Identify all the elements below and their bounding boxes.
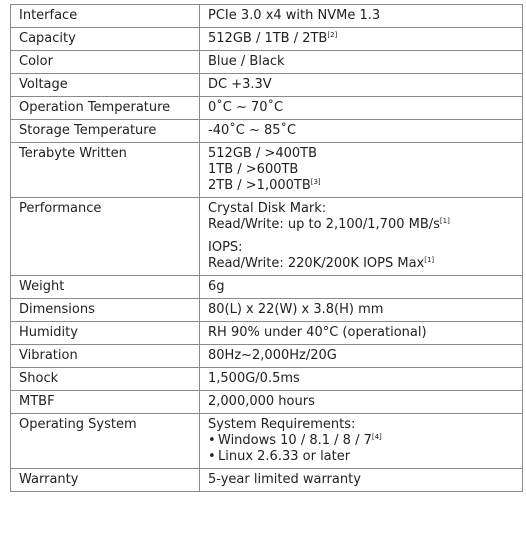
spec-value-text: 0˚C ~ 70˚C [208,100,284,115]
bullet-icon: • [208,433,216,448]
spec-value [200,51,523,74]
spec-label: Operation Temperature [11,97,200,120]
footnote-reference: [3] [310,178,321,186]
spec-value-line [208,31,514,47]
spec-value-text: 80Hz~2,000Hz/20G [208,348,337,363]
spec-label: Weight [11,276,200,299]
spec-value [200,198,523,276]
spec-value-text: 512GB / >400TB [208,146,318,161]
spec-value [200,5,523,28]
spec-label: Dimensions [11,299,200,322]
spec-value [200,74,523,97]
spec-value-line [208,123,514,139]
spec-value-text: 1,500G/0.5ms [208,371,300,386]
spec-value-line [208,433,514,449]
spec-value [200,97,523,120]
spec-row [11,469,523,492]
spec-row [11,391,523,414]
spec-value-spacer [208,233,514,240]
spec-value [200,469,523,492]
footnote-reference: [2] [327,31,338,39]
spec-value-line [208,302,514,318]
spec-row [11,120,523,143]
spec-value [200,414,523,469]
spec-row [11,414,523,469]
spec-value-line [208,77,514,93]
spec-label: Vibration [11,345,200,368]
spec-row [11,51,523,74]
spec-row [11,143,523,198]
specifications-table [10,4,523,492]
spec-row [11,74,523,97]
spec-value [200,345,523,368]
spec-value-text: PCIe 3.0 x4 with NVMe 1.3 [208,8,381,23]
spec-value-text: Windows 10 / 8.1 / 8 / 7 [218,433,372,448]
spec-value [200,28,523,51]
spec-value-line [208,8,514,24]
spec-value-text: Read/Write: up to 2,100/1,700 MB/s [208,217,440,232]
footnote-reference: [1] [439,217,450,225]
spec-value-text: RH 90% under 40°C (operational) [208,325,427,340]
spec-value-text: 5-year limited warranty [208,472,361,487]
spec-value-line [208,178,514,194]
spec-value-text: Linux 2.6.33 or later [218,449,351,464]
spec-value-text: 80(L) x 22(W) x 3.8(H) mm [208,302,384,317]
spec-value [200,276,523,299]
spec-value-line [208,54,514,70]
spec-label: Shock [11,368,200,391]
spec-value [200,322,523,345]
spec-value [200,143,523,198]
spec-row [11,5,523,28]
spec-value [200,391,523,414]
footnote-reference: [4] [371,433,382,441]
spec-value-line [208,146,514,162]
spec-label: Warranty [11,469,200,492]
spec-label: Operating System [11,414,200,469]
spec-value-text: 512GB / 1TB / 2TB [208,31,328,46]
spec-value [200,299,523,322]
spec-label: Interface [11,5,200,28]
spec-label: Capacity [11,28,200,51]
spec-label: Storage Temperature [11,120,200,143]
spec-value-line [208,162,514,178]
spec-value [200,120,523,143]
spec-value-line [208,217,514,233]
specifications-table-body [11,5,523,492]
spec-value-line [208,348,514,364]
spec-value-line [208,325,514,341]
spec-row [11,28,523,51]
spec-value-line [208,417,514,433]
spec-value-line [208,449,514,465]
footnote-reference: [1] [424,256,435,264]
spec-row [11,198,523,276]
spec-value-text: -40˚C ~ 85˚C [208,123,297,138]
spec-value-text: DC +3.3V [208,77,272,92]
spec-value-text: Read/Write: 220K/200K IOPS Max [208,256,425,271]
spec-value-text: 1TB / >600TB [208,162,299,177]
spec-value-line [208,256,514,272]
spec-value-line [208,279,514,295]
spec-label: Color [11,51,200,74]
spec-value-line [208,201,514,217]
spec-row [11,276,523,299]
bullet-icon: • [208,449,216,464]
spec-row [11,322,523,345]
spec-label: MTBF [11,391,200,414]
spec-value-line [208,100,514,116]
spec-label: Voltage [11,74,200,97]
spec-row [11,368,523,391]
spec-value-text: System Requirements: [208,417,356,432]
spec-value [200,368,523,391]
spec-value-text: Crystal Disk Mark: [208,201,327,216]
spec-label: Humidity [11,322,200,345]
spec-value-line [208,371,514,387]
spec-value-text: 6g [208,279,225,294]
spec-value-line [208,240,514,256]
spec-value-text: 2TB / >1,000TB [208,178,311,193]
spec-value-text: Blue / Black [208,54,285,69]
spec-value-line [208,394,514,410]
spec-row [11,345,523,368]
spec-value-text: IOPS: [208,240,243,255]
spec-label: Performance [11,198,200,276]
spec-label: Terabyte Written [11,143,200,198]
spec-value-text: 2,000,000 hours [208,394,315,409]
spec-row [11,299,523,322]
spec-row [11,97,523,120]
spec-value-line [208,472,514,488]
